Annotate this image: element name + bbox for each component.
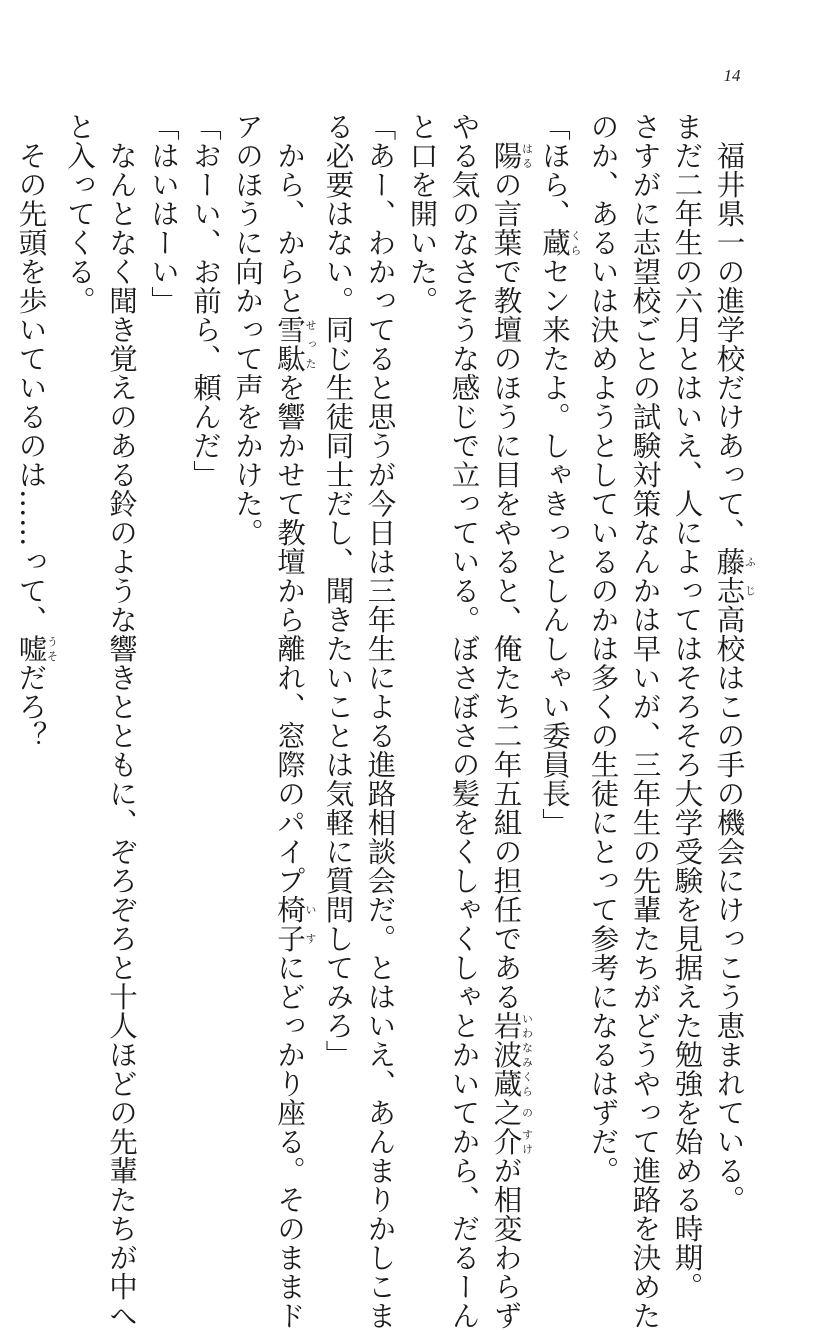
- text-segment: アのほうに向かって声をかけた。: [231, 112, 264, 547]
- text-segment: 「あー、わかってると思うが今日は三年生による進路相談会だ。とはいえ、あんまりかしこま: [363, 112, 397, 1330]
- text-segment: さすがに志望校ごとの試験対策なんかは早いが、三年生の先輩たちがどうやって進路を決めた: [628, 112, 662, 1330]
- text-line: [666, 112, 708, 1301]
- text-segment: のか、あるいは決めようとしているのかは多くの生徒にとって参考になるはずだ。: [586, 112, 620, 1185]
- text-segment: なんとなく聞き覚えのある鈴のような響きとともに、ぞろぞろと十人ほどの先輩たちが中へ: [105, 140, 138, 1330]
- text-line: [533, 112, 582, 1112]
- text-line: [268, 112, 317, 1330]
- text-segment: 福井県一の進学校だけあって、: [712, 140, 746, 547]
- ruby-reading: うそ: [45, 633, 59, 663]
- text-line: [184, 112, 226, 1112]
- text-line: [100, 112, 142, 1330]
- ruby-word: [489, 140, 534, 170]
- ruby-reading: すけ: [520, 1126, 534, 1156]
- ruby-word: [489, 1010, 534, 1098]
- text-line: [142, 112, 184, 1112]
- text-line: [10, 112, 59, 1112]
- ruby-reading: はる: [520, 140, 534, 170]
- text-segment: る必要はない。同じ生徒同士だし、聞きたいことは気軽に質問してみろ」: [321, 112, 355, 1069]
- ruby-base: 蔵: [538, 228, 571, 257]
- ruby-word: [712, 575, 757, 605]
- text-line: [226, 112, 268, 1112]
- ruby-base: 之: [489, 1097, 523, 1127]
- text-segment: 「ほら、: [538, 112, 571, 228]
- ruby-reading: の: [520, 1097, 534, 1127]
- text-line: [624, 112, 666, 1330]
- ruby-reading: じ: [743, 575, 757, 605]
- text-line: [401, 112, 443, 1112]
- ruby-reading: いわなみくら: [520, 1010, 534, 1098]
- text-segment: 高校はこの手の機会にけっこう恵まれている。: [712, 604, 746, 1214]
- ruby-word: [489, 1126, 534, 1156]
- text-line: [317, 112, 359, 1112]
- text-line: [443, 112, 485, 1330]
- text-segment: その先頭を歩いているのは……って、: [14, 140, 48, 634]
- ruby-base: 藤: [712, 546, 746, 576]
- ruby-reading: せった: [304, 314, 317, 373]
- text-segment: と口を開いた。: [405, 112, 439, 315]
- ruby-base: 雪駄: [273, 314, 306, 373]
- text-line: [485, 112, 534, 1330]
- ruby-base: 椅子: [273, 894, 306, 953]
- text-segment: セン来たよ。しゃきっとしんしゃい委員長」: [538, 257, 571, 837]
- ruby-word: [538, 228, 582, 257]
- ruby-base: 介: [489, 1126, 523, 1156]
- ruby-reading: くら: [569, 228, 582, 257]
- ruby-base: 嘘: [14, 633, 48, 663]
- text-segment: から、からと: [273, 140, 306, 315]
- text-line: [359, 112, 401, 1330]
- page-number: 14: [723, 66, 741, 85]
- text-line: [58, 112, 100, 1112]
- text-line: [708, 112, 757, 1214]
- ruby-base: 岩波蔵: [489, 1010, 523, 1098]
- novel-text-block: [10, 112, 757, 1330]
- text-segment: 「おーい、お前ら、頼んだ」: [189, 112, 222, 489]
- text-segment: 「はいはーい」: [147, 112, 180, 315]
- ruby-word: [489, 1097, 534, 1127]
- text-segment: の言葉で教壇のほうに目をやると、俺たち二年五組の担任である: [489, 169, 523, 1011]
- text-segment: が相変わらず: [489, 1155, 523, 1330]
- text-segment: だろ？: [14, 662, 48, 750]
- ruby-word: [273, 314, 317, 373]
- text-line: [582, 112, 624, 1185]
- ruby-word: [14, 633, 59, 663]
- ruby-base: 陽: [489, 140, 523, 170]
- ruby-base: 志: [712, 575, 746, 605]
- ruby-reading: いす: [304, 894, 317, 953]
- ruby-word: [273, 894, 317, 953]
- text-segment: にどっかり座る。そのままド: [273, 952, 306, 1330]
- ruby-word: [712, 546, 757, 576]
- text-segment: やる気のなさそうな感じで立っている。ぼさぼさの髪をくしゃくしゃとかいてから、だるーん: [447, 112, 481, 1330]
- ruby-reading: ふ: [743, 546, 757, 576]
- text-segment: を響かせて教壇から離れ、窓際のパイプ: [273, 372, 306, 895]
- text-segment: まだ二年生の六月とはいえ、人によってはそろそろ大学受験を見据えた勉強を始める時期。: [670, 112, 704, 1301]
- text-segment: と入ってくる。: [63, 112, 96, 315]
